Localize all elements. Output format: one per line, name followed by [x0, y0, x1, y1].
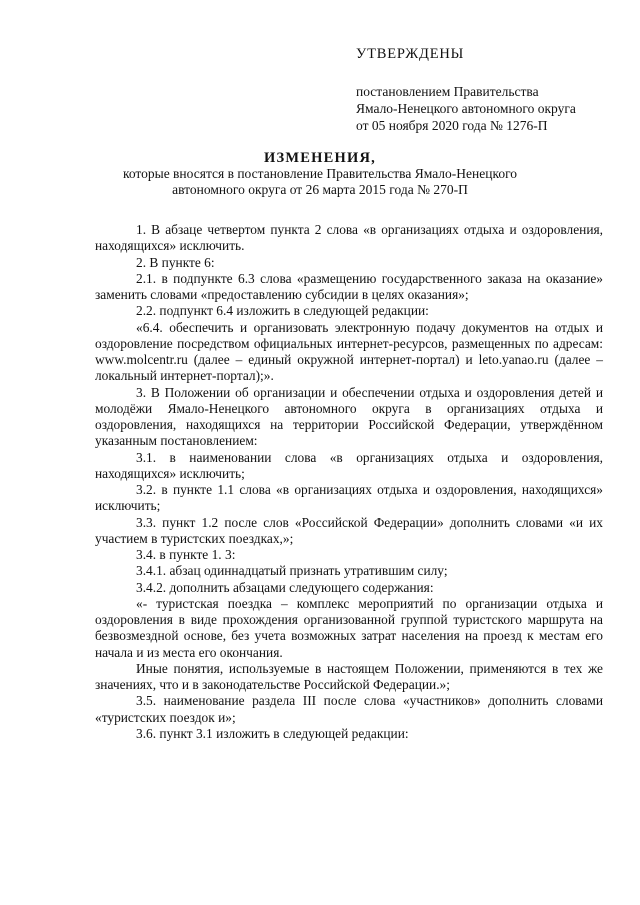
- paragraph: 3.4.2. дополнить абзацами следующего содержания:: [136, 579, 434, 595]
- paragraph: 3.6. пункт 3.1 изложить в следующей редакции:: [136, 725, 409, 741]
- approval-stamp: УТВЕРЖДЕНЫ: [356, 46, 465, 62]
- document-subtitle-line-1: которые вносятся в постановление Правительства Ямало-Ненецкого: [122, 166, 518, 181]
- paragraph: 2.2. подпункт 6.4 изложить в следующей редакции:: [136, 303, 429, 319]
- approval-line-3: от 05 ноября 2020 года № 1276-П: [356, 118, 548, 133]
- document-heading: ИЗМЕНЕНИЯ,: [264, 150, 376, 166]
- paragraph: 3.2. в пункте 1.1 слова «в организациях отдыха и оздоровления, находящихся» исключить;: [95, 482, 603, 514]
- paragraph: 2.1. в подпункте 6.3 слова «размещению государственного заказа на оказание» заменить словами «предоставлению субсидии в целях оказания»;: [95, 270, 603, 302]
- paragraph: 3.4. в пункте 1. 3:: [136, 547, 236, 562]
- approval-line-1: постановлением Правительства: [356, 84, 539, 99]
- approval-line-2: Ямало-Ненецкого автономного округа: [356, 101, 576, 116]
- document-subtitle-line-2: автономного округа от 26 марта 2015 года № 270-П: [172, 182, 468, 197]
- paragraph: 1. В абзаце четвертом пункта 2 слова «в организациях отдыха и оздоровления, находящихся» исключить.: [95, 222, 603, 254]
- paragraph: Иные понятия, используемые в настоящем Положении, применяются в тех же значениях, что и в законодательстве Российской Федерации.»;: [95, 660, 603, 692]
- paragraph: 2. В пункте 6:: [136, 254, 215, 270]
- paragraph: 3.3. пункт 1.2 после слов «Российской Федерации» дополнить словами «и их участием в туристских поездках,»;: [95, 514, 603, 546]
- paragraph: «- туристская поездка – комплекс мероприятий по организации отдыха и оздоровления в виде прохождения организованной группой туристского маршрута на безвозмездной основе, без учета возможных затрат населения на проезд к местам его начала и из места его окончания.: [95, 595, 603, 660]
- paragraph: 3.1. в наименовании слова «в организациях отдыха и оздоровления, находящихся» исключить;: [95, 449, 603, 481]
- paragraph: 3.5. наименование раздела III после слова «участников» дополнить словами «туристских поездок и»;: [95, 693, 603, 725]
- document-body: [95, 222, 603, 742]
- paragraph: «6.4. обеспечить и организовать электронную подачу документов на отдых и оздоровление посредством официальных интернет-ресурсов, размещенных по адресам: www.molcentr.ru (далее – единый окружной интернет-портал) и leto.yanao.ru (далее – локальный интернет-портал);».: [95, 319, 603, 384]
- paragraph: 3.4.1. абзац одиннадцатый признать утратившим силу;: [136, 563, 448, 579]
- paragraph: 3. В Положении об организации и обеспечении отдыха и оздоровления детей и молодёжи Ямало-Ненецкого автономного округа в организациях отдыха и оздоровления, находящихся на территории Российской Федерации, утверждённом указанным постановлением:: [95, 384, 603, 449]
